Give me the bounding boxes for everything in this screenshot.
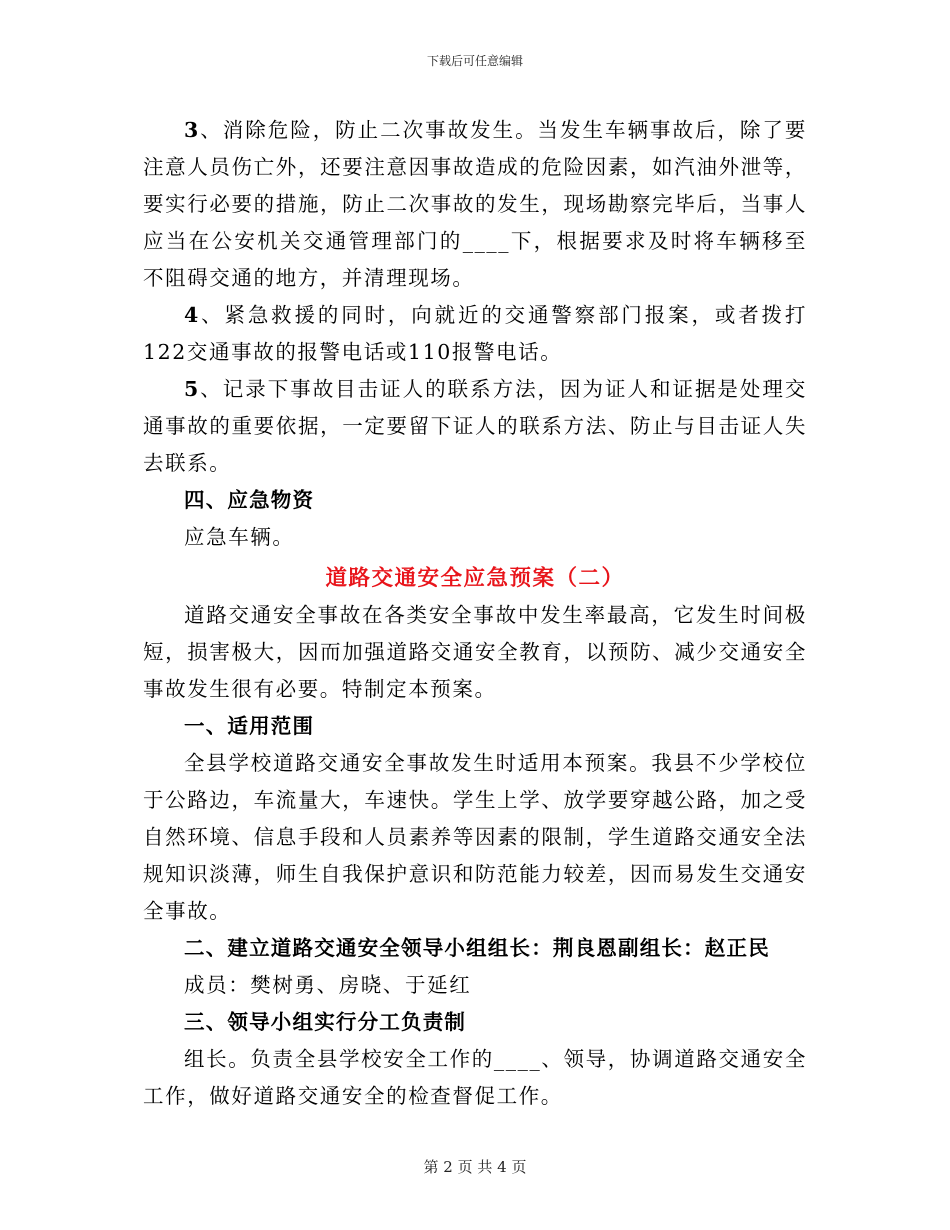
document-title: 道路交通安全应急预案（二）	[325, 566, 625, 591]
section-heading-1: 一、适用范围	[184, 714, 315, 738]
paragraph-item-4	[143, 297, 807, 371]
section-heading-2: 二、建立道路交通安全领导小组组长：荆良恩副组长：赵正民	[184, 936, 770, 960]
intro-paragraph: 道路交通安全事故在各类安全事故中发生率最高，它发生时间极短，损害极大，因而加强道路交通安全教育，以预防、减少交通安全事故发生很有必要。特制定本预案。	[143, 603, 807, 701]
paragraph-item-5	[143, 371, 807, 482]
page-header: 下载后可任意编辑	[426, 54, 523, 68]
section-heading-3: 三、领导小组实行分工负责制	[184, 1010, 467, 1034]
section-4-body: 应急车辆。	[184, 525, 295, 549]
item-number: 4	[184, 303, 200, 327]
item-text: 、紧急救援的同时，向就近的交通警察部门报案，或者拨打122交通事故的报警电话或110报警电话。	[143, 303, 807, 364]
paragraph-item-3	[143, 112, 807, 297]
section-heading-4: 四、应急物资	[184, 488, 315, 512]
document-body	[143, 112, 807, 1115]
section-3-body: 组长。负责全县学校安全工作的____、领导，协调道路交通安全工作，做好道路交通安全的检查督促工作。	[143, 1047, 807, 1108]
page-footer: 第 2 页 共 4 页	[423, 1158, 527, 1176]
section-2-body: 成员：樊树勇、房晓、于延红	[184, 973, 472, 997]
item-number: 5	[184, 377, 200, 401]
item-text: 、消除危险，防止二次事故发生。当发生车辆事故后，除了要注意人员伤亡外，还要注意因事故造成的危险因素，如汽油外泄等，要实行必要的措施，防止二次事故的发生，现场勘察完毕后，当事人应当在公安机关交通管理部门的____下，根据要求及时将车辆移至不阻碍交通的地方，并清理现场。	[143, 118, 807, 290]
section-1-body: 全县学校道路交通安全事故发生时适用本预案。我县不少学校位于公路边，车流量大，车速快。学生上学、放学要穿越公路，加之受自然环境、信息手段和人员素养等因素的限制，学生道路交通安全法规知识淡薄，师生自我保护意识和防范能力较差，因而易发生交通安全事故。	[143, 751, 807, 923]
item-text: 、记录下事故目击证人的联系方法，因为证人和证据是处理交通事故的重要依据，一定要留下证人的联系方法、防止与目击证人失去联系。	[143, 377, 807, 475]
item-number: 3	[184, 118, 200, 142]
